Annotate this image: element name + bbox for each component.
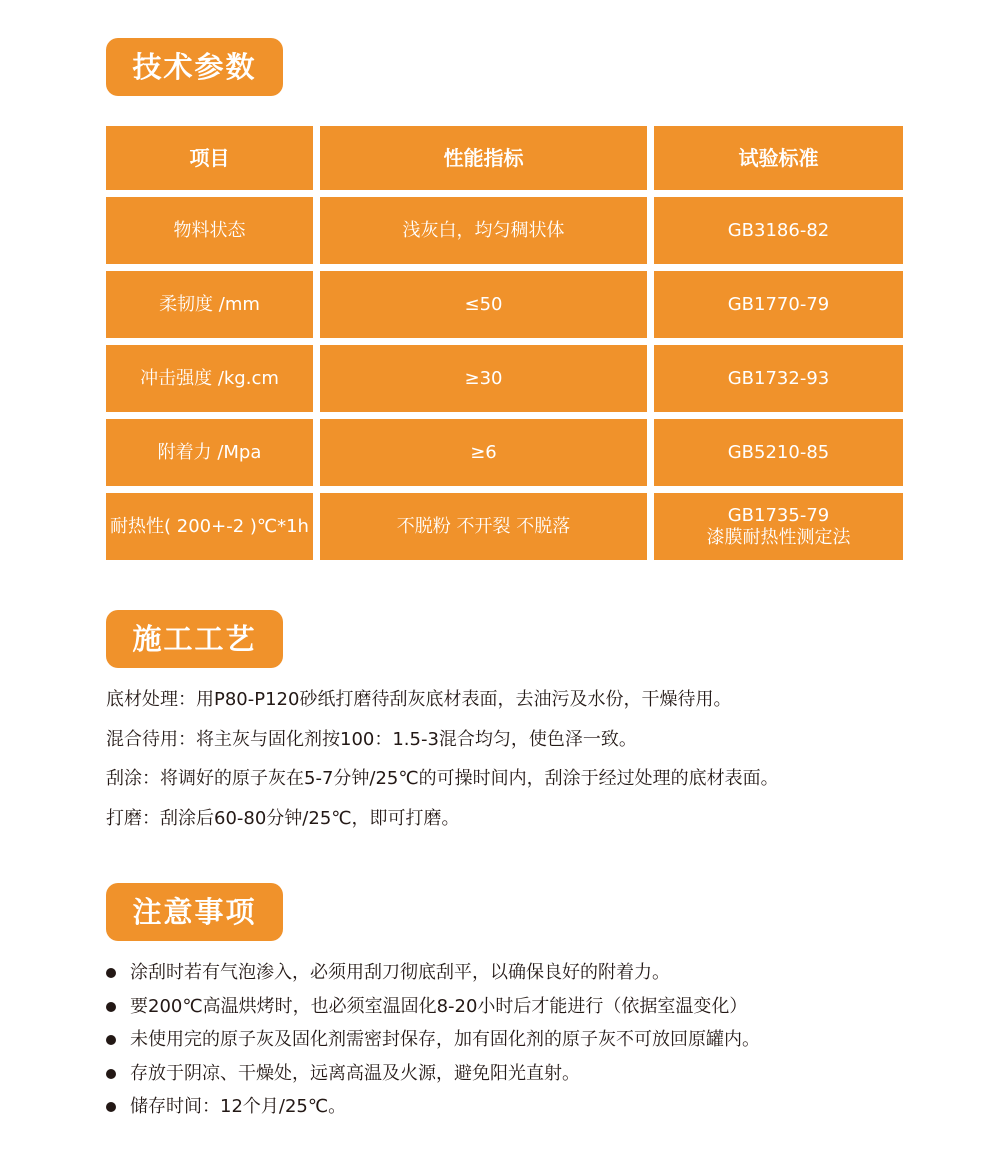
bullet-dot-icon	[106, 1035, 116, 1045]
note-item	[106, 1029, 926, 1051]
table-cell-standard: GB1732-93	[654, 345, 903, 412]
table-cell-item: 物料状态	[106, 197, 313, 264]
table-header-standard: 试验标准	[654, 126, 903, 190]
note-item	[106, 1096, 926, 1118]
process-step: 底材处理：用P80-P120砂纸打磨待刮灰底材表面，去油污及水份，干燥待用。	[106, 689, 732, 710]
table-cell-spec: 不脱粉 不开裂 不脱落	[320, 493, 647, 560]
table-cell-item: 耐热性( 200+-2 )℃*1h	[106, 493, 313, 560]
notes-list	[106, 962, 926, 1130]
table-header-item: 项目	[106, 126, 313, 190]
note-text: 储存时间：12个月/25℃。	[130, 1096, 347, 1117]
process-step: 打磨：刮涂后60-80分钟/25℃，即可打磨。	[106, 807, 460, 829]
table-cell-spec: 浅灰白，均匀稠状体	[320, 197, 647, 264]
note-text: 未使用完的原子灰及固化剂需密封保存，加有固化剂的原子灰不可放回原罐内。	[130, 1029, 760, 1050]
table-cell-standard	[654, 493, 903, 560]
table-cell-spec: ≥30	[320, 345, 647, 412]
process-list	[106, 690, 926, 848]
table-cell-spec: ≥6	[320, 419, 647, 486]
table-cell-standard: GB3186-82	[654, 197, 903, 264]
bullet-dot-icon	[106, 1002, 116, 1012]
process-step: 混合待用：将主灰与固化剂按100：1.5-3混合均匀，使色泽一致。	[106, 728, 637, 750]
table-cell-item: 附着力 /Mpa	[106, 419, 313, 486]
bullet-dot-icon	[106, 1102, 116, 1112]
section-title-construction-process: 施工工艺	[106, 610, 283, 668]
note-text: 存放于阴凉、干燥处，远离高温及火源，避免阳光直射。	[130, 1062, 580, 1084]
note-item	[106, 962, 926, 984]
table-cell-standard: GB5210-85	[654, 419, 903, 486]
table-header-spec: 性能指标	[320, 126, 647, 190]
section-title-precautions: 注意事项	[106, 883, 283, 941]
table-cell-item: 冲击强度 /kg.cm	[106, 345, 313, 412]
table-cell-standard: GB1770-79	[654, 271, 903, 338]
note-text: 要200℃高温烘烤时，也必须室温固化8-20小时后才能进行（依据室温变化）	[130, 995, 748, 1017]
bullet-dot-icon	[106, 1069, 116, 1079]
spec-table	[106, 126, 904, 560]
standard-description: 漆膜耐热性测定法	[706, 526, 851, 548]
section-title-tech-params: 技术参数	[106, 38, 283, 96]
table-cell-item: 柔韧度 /mm	[106, 271, 313, 338]
standard-code: GB1735-79	[727, 504, 830, 526]
bullet-dot-icon	[106, 968, 116, 978]
process-step: 刮涂：将调好的原子灰在5-7分钟/25℃的可操时间内，刮涂于经过处理的底材表面。	[106, 768, 779, 789]
note-text: 涂刮时若有气泡渗入，必须用刮刀彻底刮平，以确保良好的附着力。	[130, 962, 670, 983]
note-item	[106, 1063, 926, 1085]
note-item	[106, 996, 926, 1018]
table-cell-spec: ≤50	[320, 271, 647, 338]
